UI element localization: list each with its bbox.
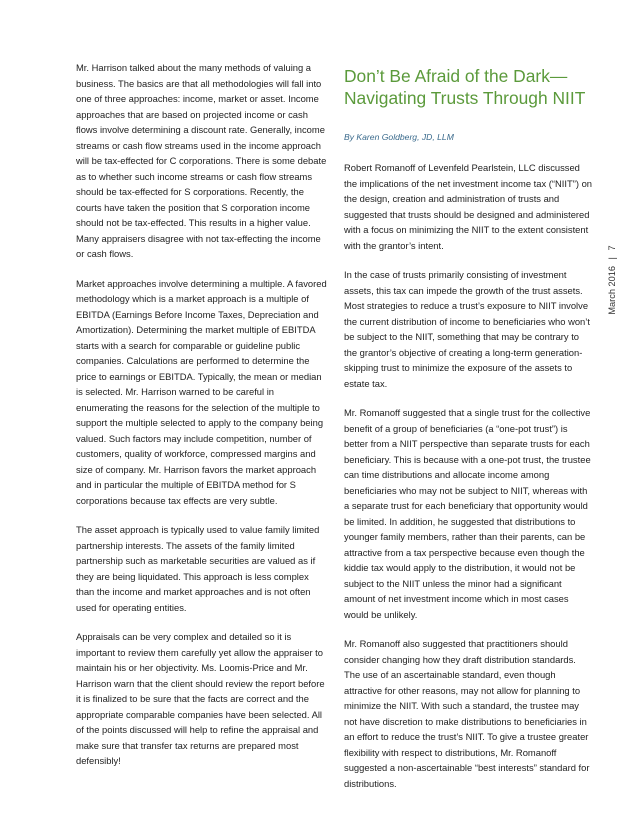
body-paragraph: Mr. Harrison talked about the many methods of valuing a business. The basics are that all methodologies will fall into one of three approaches: income, market or asset. Income approaches that are based on projected income or cash flows involve determining a discount rate. Generally, income streams or cash flow streams used in the income approach will be tax-effected for C corporations. There is some debate as to whether such income streams or cash flow streams should be tax-effected for S corporations. Recently, the courts have taken the position that S corporation income should not be tax-effected. This results in a higher value. Many appraisers disagree with not tax-effecting the income or cash flows. <box>76 62 327 259</box>
body-paragraph: Appraisals can be very complex and detailed so it is important to review them carefully yet allow the appraiser to maintain his or her objectivity. Ms. Loomis-Price and Mr. Harrison warn that the client should review the report before it is finalized to be sure that the facts are correct and the appropriate comparable companies have been selected. All of the points discussed will help to refine the appraisal and make sure that transfer tax returns are prepared most defensibly! <box>76 631 325 766</box>
body-paragraph: The asset approach is typically used to value family limited partnership interests. The assets of the family limited partnership such as marketable securities are valued as if they are being liquidated. This approach is less complex than the income and market approaches and is not often used for operating entities. <box>76 524 320 613</box>
issue-date: March 2016 <box>607 266 617 315</box>
left-column <box>76 60 328 783</box>
article-column <box>344 60 594 805</box>
separator: | <box>607 257 617 260</box>
article-paragraph: Robert Romanoff of Levenfeld Pearlstein, LLC discussed the implications of the net investment income tax (“NIIT”) on the design, creation and administration of trusts and suggested that trusts should be designed and administered with a focus on minimizing the NIIT to the extent consistent with the grantor’s intent. <box>344 162 593 251</box>
article-byline: By Karen Goldberg, JD, LLM <box>344 132 454 142</box>
article-paragraph: Mr. Romanoff also suggested that practitioners should consider changing how they draft distribution standards. The use of an ascertainable standard, even though attractive for other reasons, may not allow for planning to minimize the NIIT. With such a standard, the trustee may not have discretion to make distributions to beneficiaries in an effort to reduce the trust’s NIIT. To give a trustee greater flexibility with respect to distributions, Mr. Romanoff suggested a non-ascertainable “best interests” standard for distributions. <box>344 638 590 789</box>
article-paragraph: In the case of trusts primarily consisting of investment assets, this tax can impede the growth of the trust assets. Most strategies to reduce a trust’s exposure to NIIT involve the current distribution of income to beneficiaries who won’t be subject to the NIIT, something that may be contrary to the grantor’s objective of creating a long-term generation-skipping trust to minimize the exposure of the assets to estate tax. <box>344 269 590 389</box>
body-paragraph: Market approaches involve determining a multiple. A favored methodology which is a market approach is a multiple of EBITDA (Earnings Before Income Taxes, Depreciation and Amortization). Determining the market multiple of EBITDA starts with a search for comparable or guideline public companies. Calculations are performed to determine the price to earnings or EBITDA. Typically, the mean or median is selected. Mr. Harrison warned to be careful in enumerating the reasons for the selection of the multiple to support the multiple selected to apply to the company being valued. Such factors may include competition, number of customers, quality of workforce, compressed margins and size of company. Mr. Harrison favors the market approach and in particular the multiple of EBITDA method for S corporations because tax effects are very subtle. <box>76 277 327 506</box>
sidebar-label <box>607 235 617 325</box>
article-title: Don’t Be Afraid of the Dark—Navigating Trusts Through NIIT <box>344 66 586 108</box>
article-paragraph: Mr. Romanoff suggested that a single trust for the collective benefit of a group of beneficiaries (a “one-pot trust”) is better from a NIIT perspective than separate trusts for each beneficiary. This is because with a one-pot trust, the trustee can time distributions and allocate income among beneficiaries who may not be subject to NIIT, whereas with a separate trust for each beneficiary that opportunity would be limited. In addition, he suggested that distributions to younger family members, rather than their parents, can be attractive from a tax perspective because even though the kiddie tax would apply to the distribution, it would not be subject to the NIIT unless the minor had a significant amount of net investment income which in most cases would be unlikely. <box>344 407 591 620</box>
page-number: 7 <box>607 245 617 251</box>
page-footer-sidebar <box>605 235 619 325</box>
